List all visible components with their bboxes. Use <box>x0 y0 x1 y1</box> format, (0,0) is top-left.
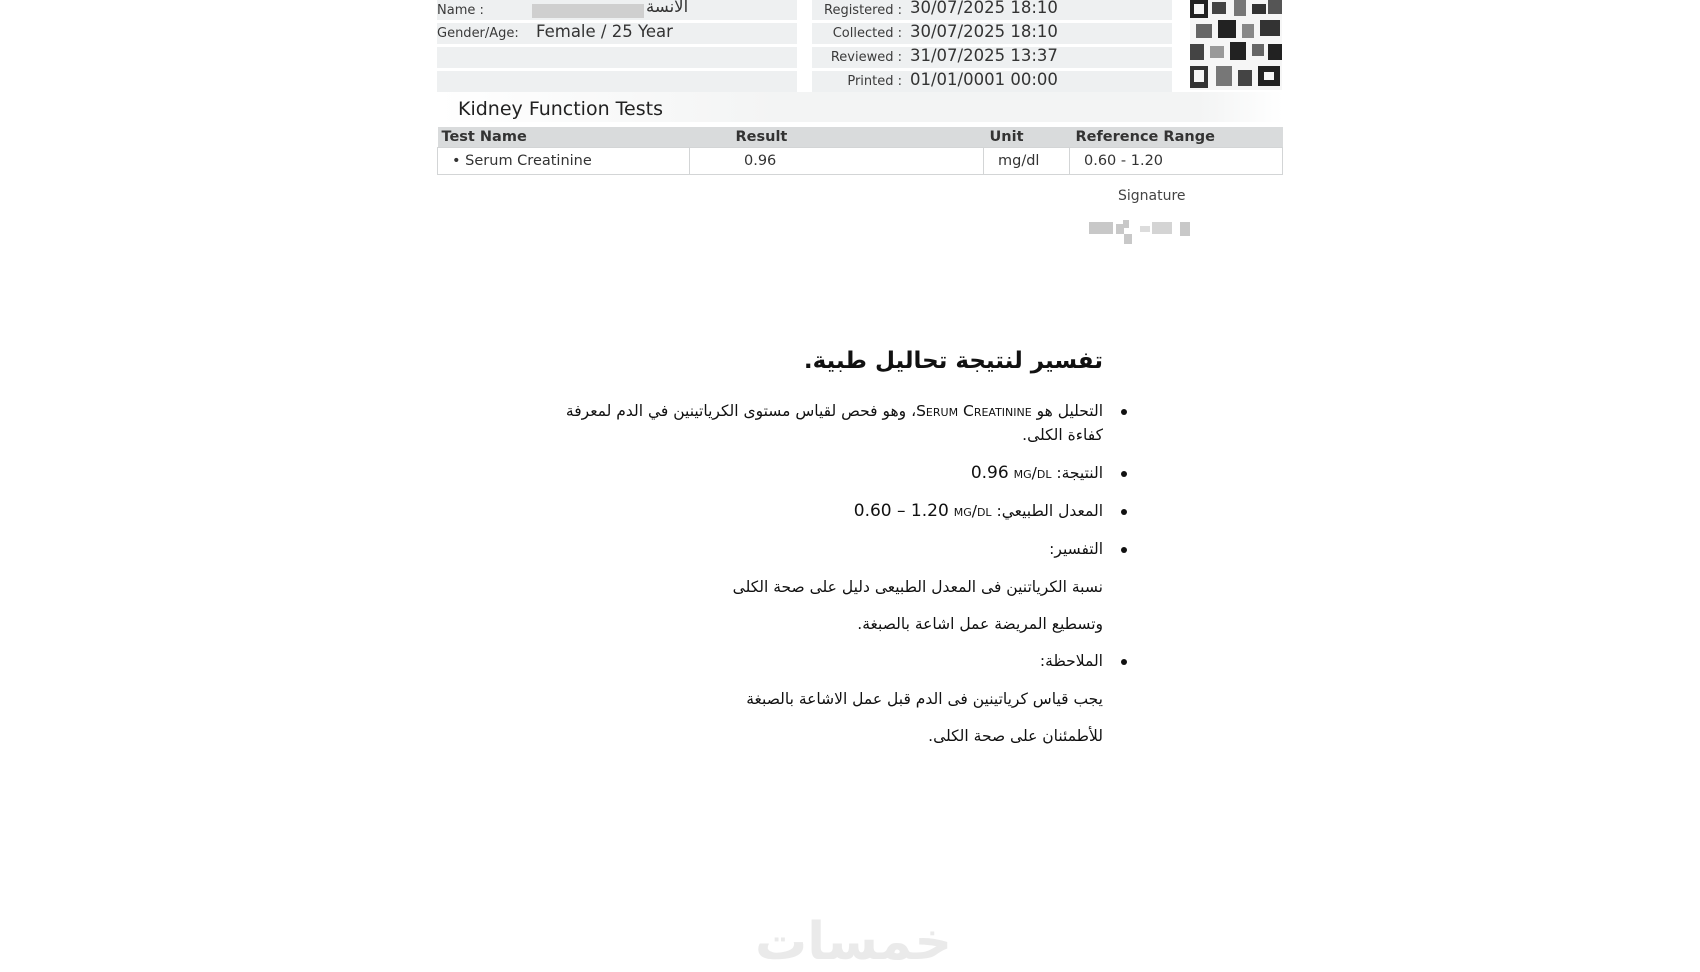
registered-value: 30/07/2025 18:10 <box>910 0 1058 17</box>
bullet-dot <box>1121 547 1127 553</box>
b2-unit: mg/dl <box>1013 464 1052 482</box>
b2-value: 0.96 <box>970 463 1009 483</box>
b2-label: النتيجة: <box>1051 464 1103 482</box>
cell-result: 0.96 <box>690 148 984 175</box>
b1-part1: التحليل هو <box>1031 402 1103 420</box>
collected-value: 30/07/2025 18:10 <box>910 22 1058 41</box>
interpretation-line-2: وتسطيع المريضة عمل اشاعة بالصبغة. <box>857 615 1103 633</box>
empty-cell <box>437 47 797 68</box>
watermark-logo: خمسات <box>755 912 953 972</box>
note-line-2: للأطمئنان على صحة الكلى. <box>928 727 1103 745</box>
table-row <box>438 148 1283 175</box>
reviewed-value: 31/07/2025 13:37 <box>910 46 1058 65</box>
bullet-dot <box>1121 471 1127 477</box>
printed-value: 01/01/0001 00:00 <box>910 70 1058 89</box>
gender-value: Female / 25 Year <box>536 22 673 41</box>
col-reference-range: Reference Range <box>1070 127 1283 148</box>
col-unit: Unit <box>984 127 1070 148</box>
b3-label: المعدل الطبيعي: <box>991 502 1103 520</box>
b1-line2: كفاءة الكلى. <box>1022 426 1103 444</box>
redacted-name <box>532 4 644 18</box>
bullet-dot <box>1121 659 1127 665</box>
table-header-row <box>438 127 1283 148</box>
registered-label: Registered : <box>824 3 902 18</box>
bullet-result <box>971 461 1103 485</box>
bullet-normal-range <box>854 499 1103 523</box>
b1-term: Serum Creatinine <box>916 402 1032 420</box>
bullet-test-description <box>543 399 1103 447</box>
cell-range: 0.60 - 1.20 <box>1070 148 1283 175</box>
bullet-interpretation: التفسير: <box>1049 540 1103 558</box>
empty-cell <box>437 71 797 92</box>
name-label: Name : <box>437 3 484 18</box>
name-value: الانسة <box>646 0 689 16</box>
printed-label: Printed : <box>847 74 902 89</box>
gender-label: Gender/Age: <box>437 26 519 41</box>
bullet-dot <box>1121 509 1127 515</box>
cell-unit: mg/dl <box>984 148 1070 175</box>
cell-test: • Serum Creatinine <box>438 148 690 175</box>
note-line-1: يجب قياس كرياتينين فى الدم قبل عمل الاشاعة بالصبغة <box>746 690 1103 708</box>
interpretation-line-1: نسبة الكرياتنين فى المعدل الطبيعى دليل على صحة الكلى <box>732 578 1103 596</box>
b3-unit: mg/dl <box>953 502 992 520</box>
col-result: Result <box>690 127 984 148</box>
results-table <box>437 127 1283 175</box>
b1-part2: ، وهو فحص لقياس مستوى الكرياتينين في الدم لمعرفة <box>565 402 917 420</box>
qr-code <box>1190 0 1282 90</box>
col-test-name: Test Name <box>438 127 690 148</box>
interpretation-title: تفسير لنتيجة تحاليل طبية. <box>803 348 1103 374</box>
collected-label: Collected : <box>832 26 902 41</box>
signature-label: Signature <box>1118 188 1186 204</box>
bullet-dot <box>1121 409 1127 415</box>
reviewed-label: Reviewed : <box>830 50 902 65</box>
section-title: Kidney Function Tests <box>458 98 663 120</box>
bullet-note: الملاحظة: <box>1039 652 1103 670</box>
b3-value: 0.60 – 1.20 <box>853 501 949 521</box>
